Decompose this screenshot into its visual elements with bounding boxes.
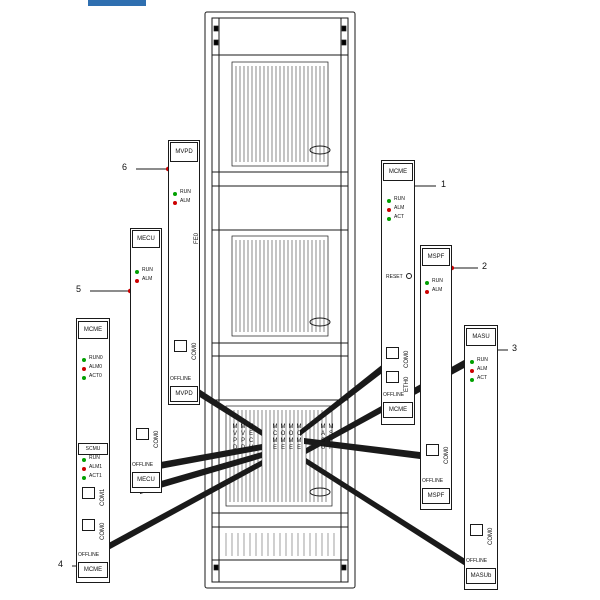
card-masu-top-label: MASU (466, 328, 496, 346)
mvpd-run-led (173, 192, 177, 196)
mcme-right-alm-led (387, 208, 391, 212)
masu-act-led (470, 378, 474, 382)
callout-4: 4 (58, 559, 64, 569)
callout-6: 6 (122, 162, 128, 172)
mvpd-com0-label: COM0 (192, 342, 198, 360)
mcme-right-act-label: ACT (394, 214, 404, 220)
mcme-right-reset-button[interactable] (406, 273, 412, 279)
mcme-left-com1-label: COM1 (100, 488, 106, 506)
slot-column-2: M V P D (240, 424, 246, 451)
card-mcme-left-top-label: MCME (78, 321, 108, 339)
card-mcme-left-scmu-label: SCMU (78, 443, 108, 455)
masu-offline-label: OFFLINE (466, 558, 488, 564)
masu-com0-port[interactable] (470, 524, 483, 536)
card-mecu-bottom-label: MECU (132, 472, 160, 488)
masu-act-label: ACT (477, 375, 487, 381)
mcme-left-alm0-label: ALM0 (89, 364, 103, 370)
masu-run-label: RUN (477, 357, 488, 363)
masu-alm-led (470, 369, 474, 373)
mcme-left-act0-label: ACT0 (89, 373, 102, 379)
mcme-left-run0-led (82, 358, 86, 362)
mspf-run-label: RUN (432, 278, 443, 284)
slot-column-5: M O M E (280, 424, 286, 451)
mecu-offline-label: OFFLINE (132, 462, 154, 468)
card-mvpd-bottom-label: MVPD (170, 386, 198, 402)
slot-column-6: M O M E (288, 424, 294, 451)
slot-column-8: M A S U (320, 424, 326, 451)
card-masu[interactable] (464, 325, 498, 590)
mspf-com0-label: COM0 (444, 446, 450, 464)
masu-alm-label: ALM (477, 366, 488, 372)
mecu-alm-led (135, 279, 139, 283)
slot-column-7: M C M E (296, 424, 302, 451)
mecu-alm-label: ALM (142, 276, 153, 282)
mspf-com0-port[interactable] (426, 444, 439, 456)
mcme-left-com1-port[interactable] (82, 487, 95, 499)
slot-column-3: M E C U (248, 424, 254, 451)
mspf-alm-label: ALM (432, 287, 443, 293)
mcme-right-act-led (387, 217, 391, 221)
callout-5: 5 (76, 284, 82, 294)
mcme-right-alm-label: ALM (394, 205, 405, 211)
mvpd-alm-led (173, 201, 177, 205)
card-mecu-top-label: MECU (132, 230, 160, 248)
mcme-right-reset-label: RESET (386, 274, 403, 280)
masu-run-led (470, 360, 474, 364)
card-mvpd-top-label: MVPD (170, 142, 198, 162)
mvpd-com0-port[interactable] (174, 340, 187, 352)
mcme-left-alm0-led (82, 367, 86, 371)
mvpd-run-label: RUN (180, 189, 191, 195)
mspf-offline-label: OFFLINE (422, 478, 444, 484)
card-mcme-right-top-label: MCME (383, 163, 413, 181)
slot-column-4: M C M E (272, 424, 278, 451)
mcme-left-act0-led (82, 376, 86, 380)
card-mspf[interactable] (420, 245, 452, 510)
mcme-right-run-label: RUN (394, 196, 405, 202)
mcme-left-com0-port[interactable] (82, 519, 95, 531)
callout-2: 2 (482, 261, 488, 271)
mvpd-alm-label: ALM (180, 198, 191, 204)
card-mcme-left-bottom-label: MCME (78, 562, 108, 578)
card-masu-bottom-label: MASUb (466, 568, 496, 584)
mcme-left-com0-label: COM0 (100, 522, 106, 540)
mcme-left-alm1-led (82, 467, 86, 471)
mcme-left-run0-label: RUN0 (89, 355, 103, 361)
mcme-right-eth0-port[interactable] (386, 371, 399, 383)
mcme-right-run-led (387, 199, 391, 203)
mcme-left-offline-label: OFFLINE (78, 552, 100, 558)
mcme-right-offline-label: OFFLINE (383, 392, 405, 398)
card-mspf-bottom-label: MSPF (422, 488, 450, 504)
card-mcme-right-bottom-label: MCME (383, 402, 413, 418)
mcme-left-act1-led (82, 476, 86, 480)
slot-column-1: M V P D (232, 424, 238, 451)
mcme-left-alm1-label: ALM1 (89, 464, 103, 470)
mcme-right-com0-label: COM0 (404, 350, 410, 368)
masu-com0-label: COM0 (488, 527, 494, 545)
mspf-alm-led (425, 290, 429, 294)
callout-3: 3 (512, 343, 518, 353)
mecu-run-led (135, 270, 139, 274)
mcme-left-act1-label: ACT1 (89, 473, 102, 479)
mspf-run-led (425, 281, 429, 285)
card-mvpd[interactable] (168, 140, 200, 405)
mvpd-offline-label: OFFLINE (170, 376, 192, 382)
slot-column-9: M S P F (328, 424, 334, 451)
mecu-com0-label: COM0 (154, 430, 160, 448)
callout-1: 1 (441, 179, 447, 189)
mcme-left-run1-led (82, 458, 86, 462)
mcme-left-run1-label: RUN (89, 455, 100, 461)
mvpd-fe0-label: FE0 (194, 232, 200, 244)
mcme-right-com0-port[interactable] (386, 347, 399, 359)
card-mspf-top-label: MSPF (422, 248, 450, 266)
mecu-com0-port[interactable] (136, 428, 149, 440)
mecu-run-label: RUN (142, 267, 153, 273)
mcme-right-eth0-label: ETH0 (404, 376, 410, 392)
